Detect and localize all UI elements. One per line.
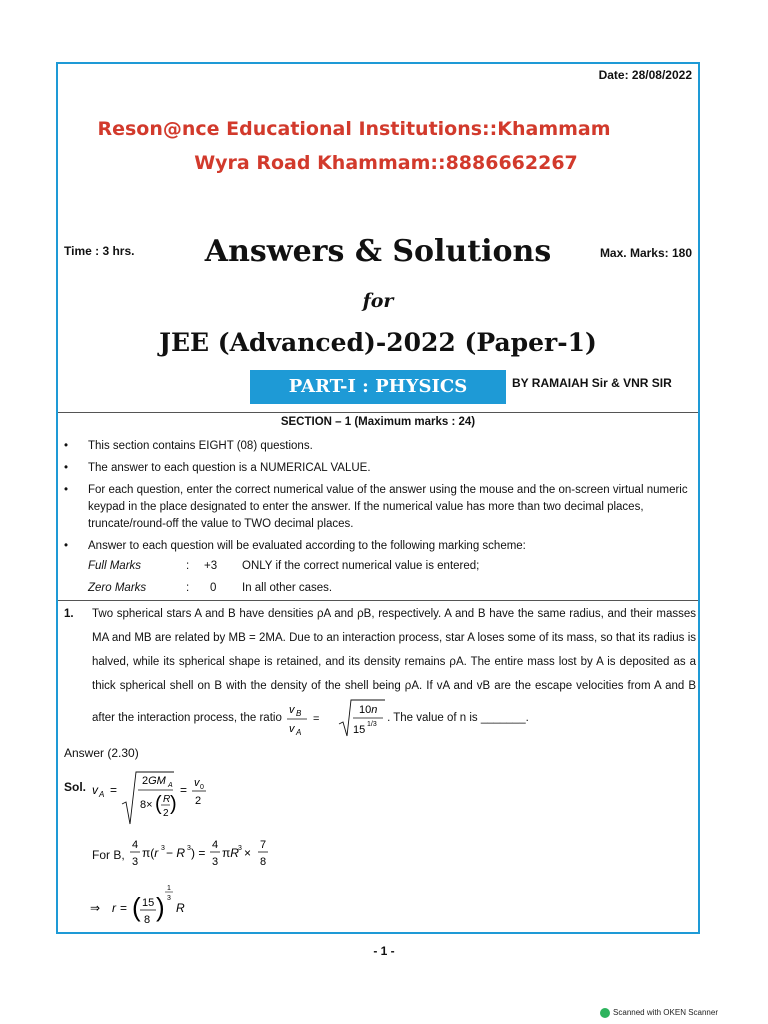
svg-text:(: ( (155, 793, 162, 815)
svg-text:3: 3 (167, 895, 171, 902)
exam-time: Time : 3 hrs. (64, 244, 135, 258)
page-title: Answers & Solutions (204, 234, 552, 269)
section-heading: SECTION – 1 (Maximum marks : 24) (280, 416, 476, 428)
svg-text:2GM: 2GM (142, 775, 166, 787)
zero-marks-desc: In all other cases. (242, 582, 333, 594)
svg-text:π(r: π(r (142, 846, 159, 860)
svg-text:3: 3 (132, 856, 139, 868)
exam-name: JEE (Advanced)-2022 (Paper-1) (159, 328, 597, 357)
svg-text:4: 4 (212, 839, 219, 851)
bullet-item: • Answer to each question will be evaluated according to the following marking scheme: (64, 538, 696, 555)
svg-text:3: 3 (187, 845, 191, 852)
bullet-item: • For each question, enter the correct numerical value of the answer using the mouse and the on-screen virtual numeric keypad in the place designated to enter the answer. If the numerical value has more than two decimal places, truncate/round-off the value to TWO decimal places. (64, 482, 696, 533)
svg-text:(: ( (132, 892, 141, 922)
svg-text:A: A (296, 728, 302, 737)
question-text-b: . The value of n is _______. (387, 712, 529, 725)
bullet-item: • The answer to each question is a NUMERICAL VALUE. (64, 460, 696, 477)
svg-text:4: 4 (132, 839, 139, 851)
full-marks-label: Full Marks (88, 560, 142, 572)
question-text (92, 602, 696, 738)
svg-text:8: 8 (260, 856, 267, 868)
svg-text:2: 2 (163, 808, 169, 819)
svg-text:⇒: ⇒ (90, 901, 101, 915)
svg-text:): ) (156, 892, 165, 922)
byline: BY RAMAIAH Sir & VNR SIR (512, 376, 672, 390)
scanner-watermark (600, 1008, 718, 1018)
svg-text:15: 15 (353, 724, 366, 736)
svg-text:10n: 10n (359, 704, 378, 716)
solution-eq1 (92, 768, 222, 826)
sqrt-fraction (337, 698, 387, 738)
zero-marks-sep: : (186, 582, 190, 594)
scanner-logo-icon (600, 1008, 610, 1018)
svg-text:3: 3 (161, 845, 165, 852)
solution-label: Sol. (64, 780, 87, 794)
svg-text:πR: πR (222, 846, 239, 860)
svg-text:=: = (313, 713, 320, 725)
svg-text:7: 7 (260, 839, 267, 851)
scanner-text: Scanned with OKEN Scanner (613, 1008, 718, 1018)
svg-text:=: = (110, 783, 118, 797)
date: Date: 28/08/2022 (598, 68, 692, 82)
bullet-text: This section contains EIGHT (08) questions. (88, 440, 313, 452)
svg-text:3: 3 (212, 856, 219, 868)
svg-text:2: 2 (195, 795, 202, 807)
svg-text:v: v (194, 777, 200, 789)
svg-text:0: 0 (200, 784, 204, 791)
svg-text:R: R (163, 794, 171, 805)
question-number: 1. (64, 608, 74, 620)
institute-address: Wyra Road Khammam::8886662267 (194, 152, 578, 174)
svg-text:A: A (99, 790, 105, 799)
ratio-fraction (285, 698, 337, 738)
full-marks-desc: ONLY if the correct numerical value is entered; (242, 560, 480, 572)
svg-text:): ) (170, 793, 177, 815)
page-frame (56, 62, 700, 934)
svg-text:1/3: 1/3 (367, 721, 377, 728)
divider (58, 600, 698, 601)
solution-eq3 (90, 882, 200, 930)
answer: Answer (2.30) (64, 746, 139, 760)
for-b-label: For B, (92, 848, 125, 862)
zero-marks-label: Zero Marks (88, 582, 147, 594)
svg-text:r: r (112, 901, 116, 915)
svg-text:) =: ) = (191, 846, 206, 860)
institute-name: Reson@nce Educational Institutions::Khammam (97, 118, 611, 140)
zero-marks-value: 0 (210, 582, 217, 594)
svg-text:v: v (92, 783, 98, 797)
bullet-text: The answer to each question is a NUMERICAL VALUE. (88, 462, 371, 474)
svg-text:8×: 8× (140, 799, 153, 811)
question-text-a: Two spherical stars A and B have densities ρA and ρB, respectively. A and B have the same radius, and their masses MA and MB are related by MB = 2MA. Due to an interaction process, star A loses some of its mass, so that its radius is halved, while its spherical shape is retained, and its density remains ρA. The entire mass lost by A is deposited as a thick spherical shell on B with the density of the shell being ρA. If vA and vB are the escape velocities from A and B after the interaction process, the ratio (92, 608, 696, 725)
bullet-text: For each question, enter the correct numerical value of the answer using the mouse and the on-screen virtual numeric keypad in the place designated to enter the answer. If the numerical value has more than two decimal places, truncate/round-off the value to TWO decimal places. (88, 484, 688, 530)
svg-text:3: 3 (238, 845, 242, 852)
max-marks: Max. Marks: 180 (599, 246, 692, 260)
svg-text:×: × (244, 846, 252, 860)
svg-text:R: R (176, 901, 185, 915)
svg-text:15: 15 (142, 897, 155, 909)
svg-text:v: v (289, 723, 295, 735)
full-marks-sep: : (186, 560, 190, 572)
question-1 (64, 602, 696, 738)
part-banner: PART-I : PHYSICS (250, 370, 506, 404)
svg-text:B: B (296, 709, 302, 718)
bullet-text: Answer to each question will be evaluated according to the following marking scheme: (88, 540, 526, 552)
svg-text:1: 1 (167, 885, 171, 892)
svg-text:=: = (180, 783, 188, 797)
svg-text:v: v (289, 704, 295, 716)
page-number: - 1 - (373, 944, 395, 958)
svg-text:=: = (120, 901, 128, 915)
svg-text:A: A (168, 782, 173, 789)
solution-eq2 (128, 834, 278, 874)
for-word: for (362, 290, 394, 312)
svg-text:− R: − R (166, 846, 186, 860)
bullet-item: • This section contains EIGHT (08) questions. (64, 438, 696, 455)
full-marks-value: +3 (204, 560, 218, 572)
divider (58, 412, 698, 413)
svg-text:8: 8 (144, 914, 151, 926)
